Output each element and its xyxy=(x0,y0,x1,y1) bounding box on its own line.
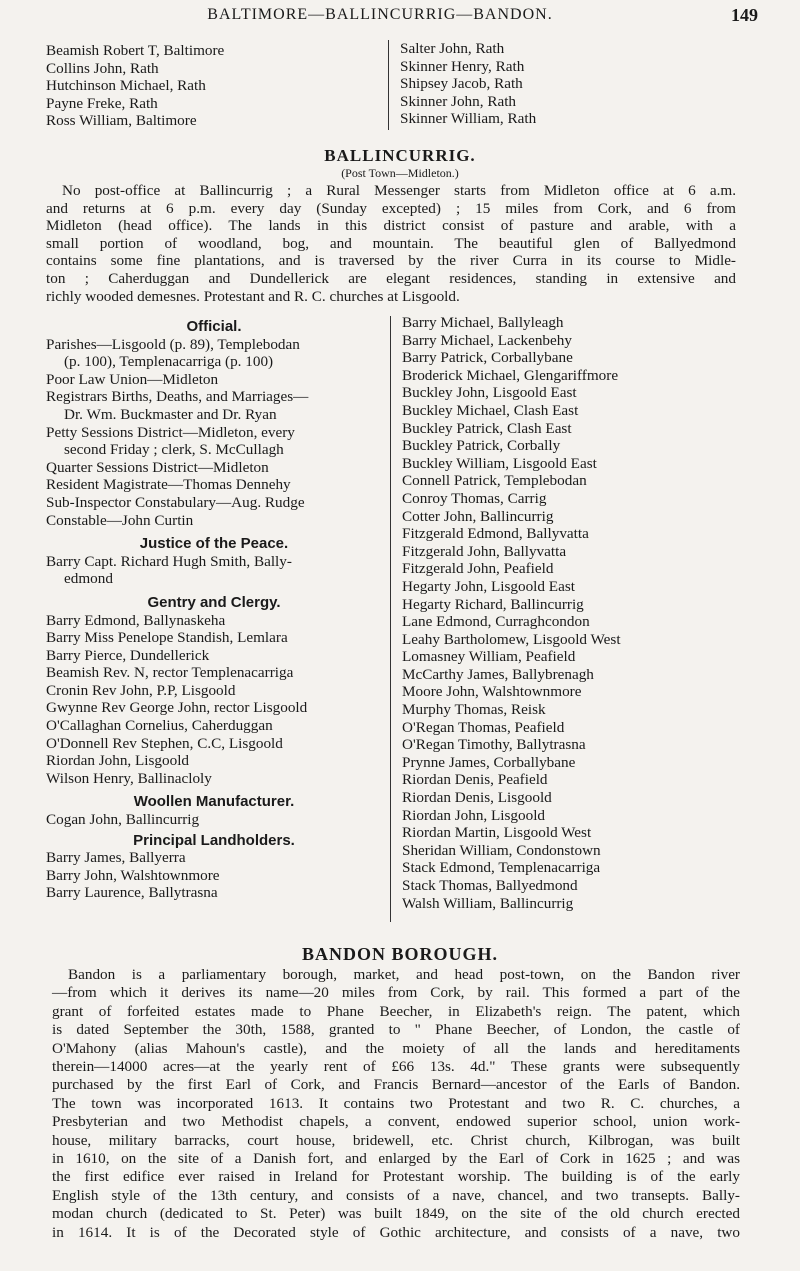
gentry-line: Wilson Henry, Ballinacloly xyxy=(46,769,212,787)
official-line: (p. 100), Templenacarriga (p. 100) xyxy=(64,353,274,371)
page-number: 149 xyxy=(731,5,758,25)
list-item: Skinner Henry, Rath xyxy=(400,57,525,75)
gentry-line: O'Callaghan Cornelius, Caherduggan xyxy=(46,717,273,735)
page-header xyxy=(0,2,800,28)
gentry-line: Riordan John, Lisgoold xyxy=(46,752,190,770)
justice-line: edmond xyxy=(64,570,113,588)
intro-line: ton ; Caherduggan and Dundellerick are elegant residences, standing in extensive and xyxy=(46,269,736,287)
gentry-line: Gwynne Rev George John, rector Lisgoold xyxy=(46,699,308,717)
intro-line: richly wooded demesnes. Protestant and R. C. churches at Lisgoold. xyxy=(46,287,460,305)
list-item: Prynne James, Corballybane xyxy=(402,753,576,771)
woollen-line: Cogan John, Ballincurrig xyxy=(46,811,200,829)
bandon-line: house, military barracks, court house, bridewell, etc. Christ church, Kilbrogan, was built xyxy=(52,1131,740,1149)
list-item: Skinner John, Rath xyxy=(400,92,517,110)
bandon-line: The town was incorporated 1613. It contains two Protestant and two R. C. churches, a xyxy=(52,1094,740,1112)
list-item: Riordan Denis, Lisgoold xyxy=(402,789,552,807)
list-item: Payne Freke, Rath xyxy=(46,94,158,112)
list-item: Hegarty Richard, Ballincurrig xyxy=(402,595,584,613)
intro-line: and returns at 6 p.m. every day (Sunday excepted) ; 15 miles from Cork, and 6 from xyxy=(46,199,736,217)
baltimore-list-right xyxy=(400,40,730,128)
official-line: second Friday ; clerk, S. McCullagh xyxy=(64,441,284,459)
woollen-heading: Woollen Manufacturer. xyxy=(133,793,295,811)
list-item: Fitzgerald John, Peafield xyxy=(402,560,554,578)
landholder-line: Barry John, Walshtownmore xyxy=(46,866,220,884)
gentry-line: Cronin Rev John, P.P, Lisgoold xyxy=(46,681,236,699)
bandon-line: —from which it derives its name—20 miles from Cork, by rail. This formed a part of the xyxy=(52,984,740,1002)
intro-line: contains some fine plantations, and is traversed by the river Curra in its course to Midle- xyxy=(46,252,736,270)
list-item: McCarthy James, Ballybrenagh xyxy=(402,665,594,683)
gentry-line: Barry Miss Penelope Standish, Lemlara xyxy=(46,629,288,647)
list-item: Conroy Thomas, Carrig xyxy=(402,489,547,507)
bandon-line: English style of the 13th century, and consists of a nave, chancel, and two transepts. Bally- xyxy=(52,1186,740,1204)
gentry-line: Barry Edmond, Ballynaskeha xyxy=(46,611,226,629)
gentry-heading: Gentry and Clergy. xyxy=(147,593,281,611)
bandon-line: in 1614. It is of the Decorated style of Gothic architecture, and consists of a nave, two xyxy=(52,1223,740,1241)
bandon-line: Presbyterian and two Methodist chapels, a convent, endowed superior school, union work- xyxy=(52,1113,740,1131)
official-line: Sub-Inspector Constabulary—Aug. Rudge xyxy=(46,493,305,511)
bandon-line: Bandon is a parliamentary borough, market, and head post-town, on the Bandon river xyxy=(68,966,740,983)
official-line: Petty Sessions District—Midleton, every xyxy=(46,423,295,441)
list-item: Cotter John, Ballincurrig xyxy=(402,507,554,525)
ballincurrig-intro xyxy=(46,182,736,305)
list-item: Fitzgerald John, Ballyvatta xyxy=(402,542,567,560)
intro-line: No post-office at Ballincurrig ; a Rural Messenger starts from Midleton office at 6 a.m. xyxy=(62,182,736,199)
list-item: Collins John, Rath xyxy=(46,59,159,77)
list-item: Walsh William, Ballincurrig xyxy=(402,894,574,912)
list-item: Stack Edmond, Templenacarriga xyxy=(402,859,601,877)
baltimore-list-left xyxy=(46,42,376,130)
list-item: Stack Thomas, Ballyedmond xyxy=(402,877,578,894)
list-item: Fitzgerald Edmond, Ballyvatta xyxy=(402,525,589,543)
list-item: Buckley William, Lisgoold East xyxy=(402,454,597,472)
list-item: Ross William, Baltimore xyxy=(46,112,197,130)
list-item: Shipsey Jacob, Rath xyxy=(400,75,523,93)
list-item: Riordan Martin, Lisgoold West xyxy=(402,824,592,842)
ballincurrig-right-column xyxy=(402,314,742,912)
column-divider xyxy=(388,40,389,130)
bandon-line: in 1610, on the site of a Danish fort, and enlarged by the Earl of Cork in 1625 ; and was xyxy=(52,1150,740,1168)
list-item: Barry Patrick, Corballybane xyxy=(402,349,573,367)
list-item: Buckley Patrick, Corbally xyxy=(402,437,561,455)
list-item: Riordan Denis, Peafield xyxy=(402,771,548,789)
bandon-line: grant of forfeited estates made to Phane Beecher, in Elizabeth's reign. The patent, which xyxy=(52,1002,740,1020)
bandon-line: therein—14000 acres—at the yearly rent of £66 13s. 4d." These grants were subsequently xyxy=(52,1058,740,1076)
list-item: Lane Edmond, Curraghcondon xyxy=(402,613,590,631)
gentry-line: O'Donnell Rev Stephen, C.C, Lisgoold xyxy=(46,734,283,752)
list-item: Hegarty John, Lisgoold East xyxy=(402,577,575,595)
official-line: Registrars Births, Deaths, and Marriages— xyxy=(46,388,309,406)
list-item: Connell Patrick, Templebodan xyxy=(402,472,587,490)
gentry-line: Barry Pierce, Dundellerick xyxy=(46,646,210,664)
bandon-title: BANDON BOROUGH. xyxy=(301,944,498,964)
list-item: Riordan John, Lisgoold xyxy=(402,806,546,824)
landholder-line: Barry James, Ballyerra xyxy=(46,849,186,867)
official-heading: Official. xyxy=(186,318,242,335)
list-item: Barry Michael, Lackenbehy xyxy=(402,331,572,349)
list-item: Beamish Robert T, Baltimore xyxy=(46,42,225,59)
ballincurrig-left-column xyxy=(46,318,382,902)
list-item: Murphy Thomas, Reisk xyxy=(402,701,546,719)
intro-line: small portion of woodland, bog, and mountain. The beautiful glen of Ballyedmond xyxy=(46,234,736,252)
ballincurrig-post-town: (Post Town—Midleton.) xyxy=(341,166,459,180)
intro-line: Midleton (head office). The lands in this district consist of pasture and arable, with a xyxy=(46,217,736,235)
bandon-line: modan church (dedicated to St. Peter) was built 1849, on the site of the old church erected xyxy=(52,1205,740,1223)
list-item: Lomasney William, Peafield xyxy=(402,648,576,666)
official-line: Quarter Sessions District—Midleton xyxy=(46,458,269,476)
list-item: Broderick Michael, Glengariffmore xyxy=(402,366,619,384)
official-line: Parishes—Lisgoold (p. 89), Templebodan xyxy=(46,335,300,353)
bandon-line: the first edifice ever raised in Ireland for Protestant worship. The building is of the early xyxy=(52,1168,740,1186)
landholder-line: Barry Laurence, Ballytrasna xyxy=(46,884,218,902)
list-item: Buckley Patrick, Clash East xyxy=(402,419,572,437)
gentry-line: Beamish Rev. N, rector Templenacarriga xyxy=(46,664,294,682)
justice-line: Barry Capt. Richard Hugh Smith, Bally- xyxy=(46,552,292,570)
list-item: Barry Michael, Ballyleagh xyxy=(402,314,564,331)
list-item: Salter John, Rath xyxy=(400,40,505,57)
bandon-line: purchased by the first Earl of Cork, and Francis Bernard—ancestor of the Earls of Bandon. xyxy=(52,1076,740,1094)
bandon-line: O'Mahony (alias Mahoun's castle), and the moiety of all the lands and hereditaments xyxy=(52,1039,740,1057)
landholders-heading: Principal Landholders. xyxy=(133,831,295,849)
list-item: O'Regan Thomas, Peafield xyxy=(402,718,565,736)
bandon-text xyxy=(52,966,740,1242)
list-item: Hutchinson Michael, Rath xyxy=(46,77,206,95)
list-item: Buckley John, Lisgoold East xyxy=(402,384,577,402)
column-divider xyxy=(390,316,391,922)
official-line: Poor Law Union—Midleton xyxy=(46,370,219,388)
bandon-line: is dated September the 30th, 1588, granted to " Phane Beecher, of London, the castle of xyxy=(52,1021,740,1039)
list-item: O'Regan Timothy, Ballytrasna xyxy=(402,736,586,754)
list-item: Buckley Michael, Clash East xyxy=(402,401,579,419)
official-line: Resident Magistrate—Thomas Dennehy xyxy=(46,476,291,494)
justice-heading: Justice of the Peace. xyxy=(139,535,289,553)
list-item: Leahy Bartholomew, Lisgoold West xyxy=(402,630,621,648)
list-item: Sheridan William, Condonstown xyxy=(402,841,601,859)
official-line: Constable—John Curtin xyxy=(46,511,194,529)
ballincurrig-title: BALLINCURRIG. xyxy=(324,146,476,165)
list-item: Moore John, Walshtownmore xyxy=(402,683,582,701)
list-item: Skinner William, Rath xyxy=(400,110,537,128)
official-line: Dr. Wm. Buckmaster and Dr. Ryan xyxy=(64,405,277,423)
running-title: BALTIMORE—BALLINCURRIG—BANDON. xyxy=(207,6,553,23)
